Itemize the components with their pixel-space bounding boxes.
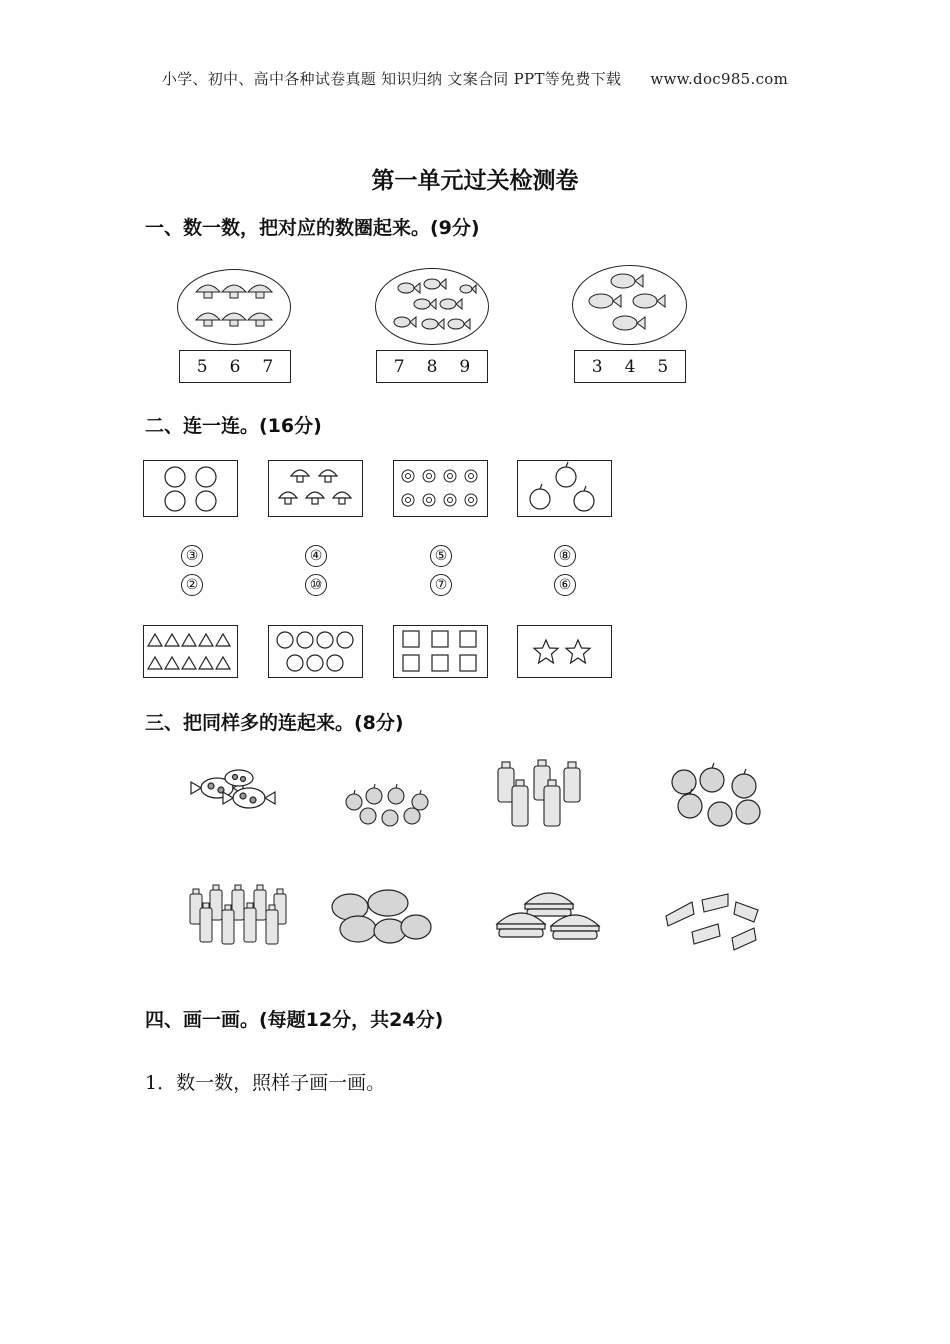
cake-slices-picture[interactable]	[662, 890, 766, 954]
bottles-picture[interactable]	[496, 758, 584, 830]
fish-picture	[376, 269, 488, 344]
section4-heading: 四、画一画。(每题12分，共24分)	[145, 1009, 444, 1031]
small-apples-picture[interactable]	[340, 778, 436, 830]
section3-heading: 三、把同样多的连起来。(8分)	[145, 712, 404, 734]
option-number[interactable]: 6	[229, 356, 241, 377]
goldfish-picture	[573, 266, 686, 344]
circles-picture	[269, 626, 362, 677]
candies-picture[interactable]	[183, 766, 285, 816]
oranges-picture	[144, 461, 237, 516]
option-number[interactable]: 4	[624, 356, 636, 377]
option-number[interactable]: 5	[657, 356, 669, 377]
oval-goldfish	[572, 265, 687, 345]
box-mushrooms[interactable]	[268, 460, 363, 517]
box-apples[interactable]	[517, 460, 612, 517]
apples-group-picture[interactable]	[668, 766, 764, 830]
squares-picture	[394, 626, 487, 677]
number-circle[interactable]: ⑩	[305, 574, 327, 596]
box-circles[interactable]	[268, 625, 363, 678]
water-bottles-picture[interactable]	[188, 883, 292, 945]
mushrooms-picture	[178, 270, 290, 344]
flowers-picture	[394, 461, 487, 516]
stars-picture	[518, 626, 611, 677]
numbox-goldfish	[574, 350, 686, 383]
number-circle[interactable]: ②	[181, 574, 203, 596]
triangles-picture	[144, 626, 237, 677]
number-circle[interactable]: ⑦	[430, 574, 452, 596]
numbox-fish	[376, 350, 488, 383]
option-number[interactable]: 7	[262, 356, 274, 377]
option-number[interactable]: 8	[426, 356, 438, 377]
number-circle[interactable]: ④	[305, 545, 327, 567]
option-number[interactable]: 9	[459, 356, 471, 377]
numbox-mushrooms	[179, 350, 291, 383]
question-1: 1．数一数，照样子画一画。	[145, 1072, 386, 1094]
box-oranges[interactable]	[143, 460, 238, 517]
option-number[interactable]: 7	[393, 356, 405, 377]
oval-fish	[375, 268, 489, 345]
header-text: 小学、初中、高中各种试卷真题 知识归纳 文案合同 PPT等免费下载	[161, 70, 622, 88]
mushrooms-small-picture	[269, 461, 362, 516]
apples-picture	[518, 461, 611, 516]
page-title: 第一单元过关检测卷	[371, 168, 579, 194]
page-header	[0, 68, 950, 89]
oval-mushrooms	[177, 269, 291, 345]
option-number[interactable]: 3	[591, 356, 603, 377]
number-circle[interactable]: ⑤	[430, 545, 452, 567]
box-triangles[interactable]	[143, 625, 238, 678]
option-number[interactable]: 5	[196, 356, 208, 377]
section2-heading: 二、连一连。(16分)	[145, 415, 322, 437]
box-squares[interactable]	[393, 625, 488, 678]
header-url[interactable]: www.doc985.com	[650, 70, 789, 88]
number-circle[interactable]: ⑧	[554, 545, 576, 567]
potatoes-picture[interactable]	[328, 887, 432, 947]
number-circle[interactable]: ⑥	[554, 574, 576, 596]
number-circle[interactable]: ③	[181, 545, 203, 567]
box-stars[interactable]	[517, 625, 612, 678]
section1-heading: 一、数一数，把对应的数圈起来。(9分)	[145, 217, 480, 239]
box-flowers[interactable]	[393, 460, 488, 517]
burgers-picture[interactable]	[497, 888, 603, 950]
